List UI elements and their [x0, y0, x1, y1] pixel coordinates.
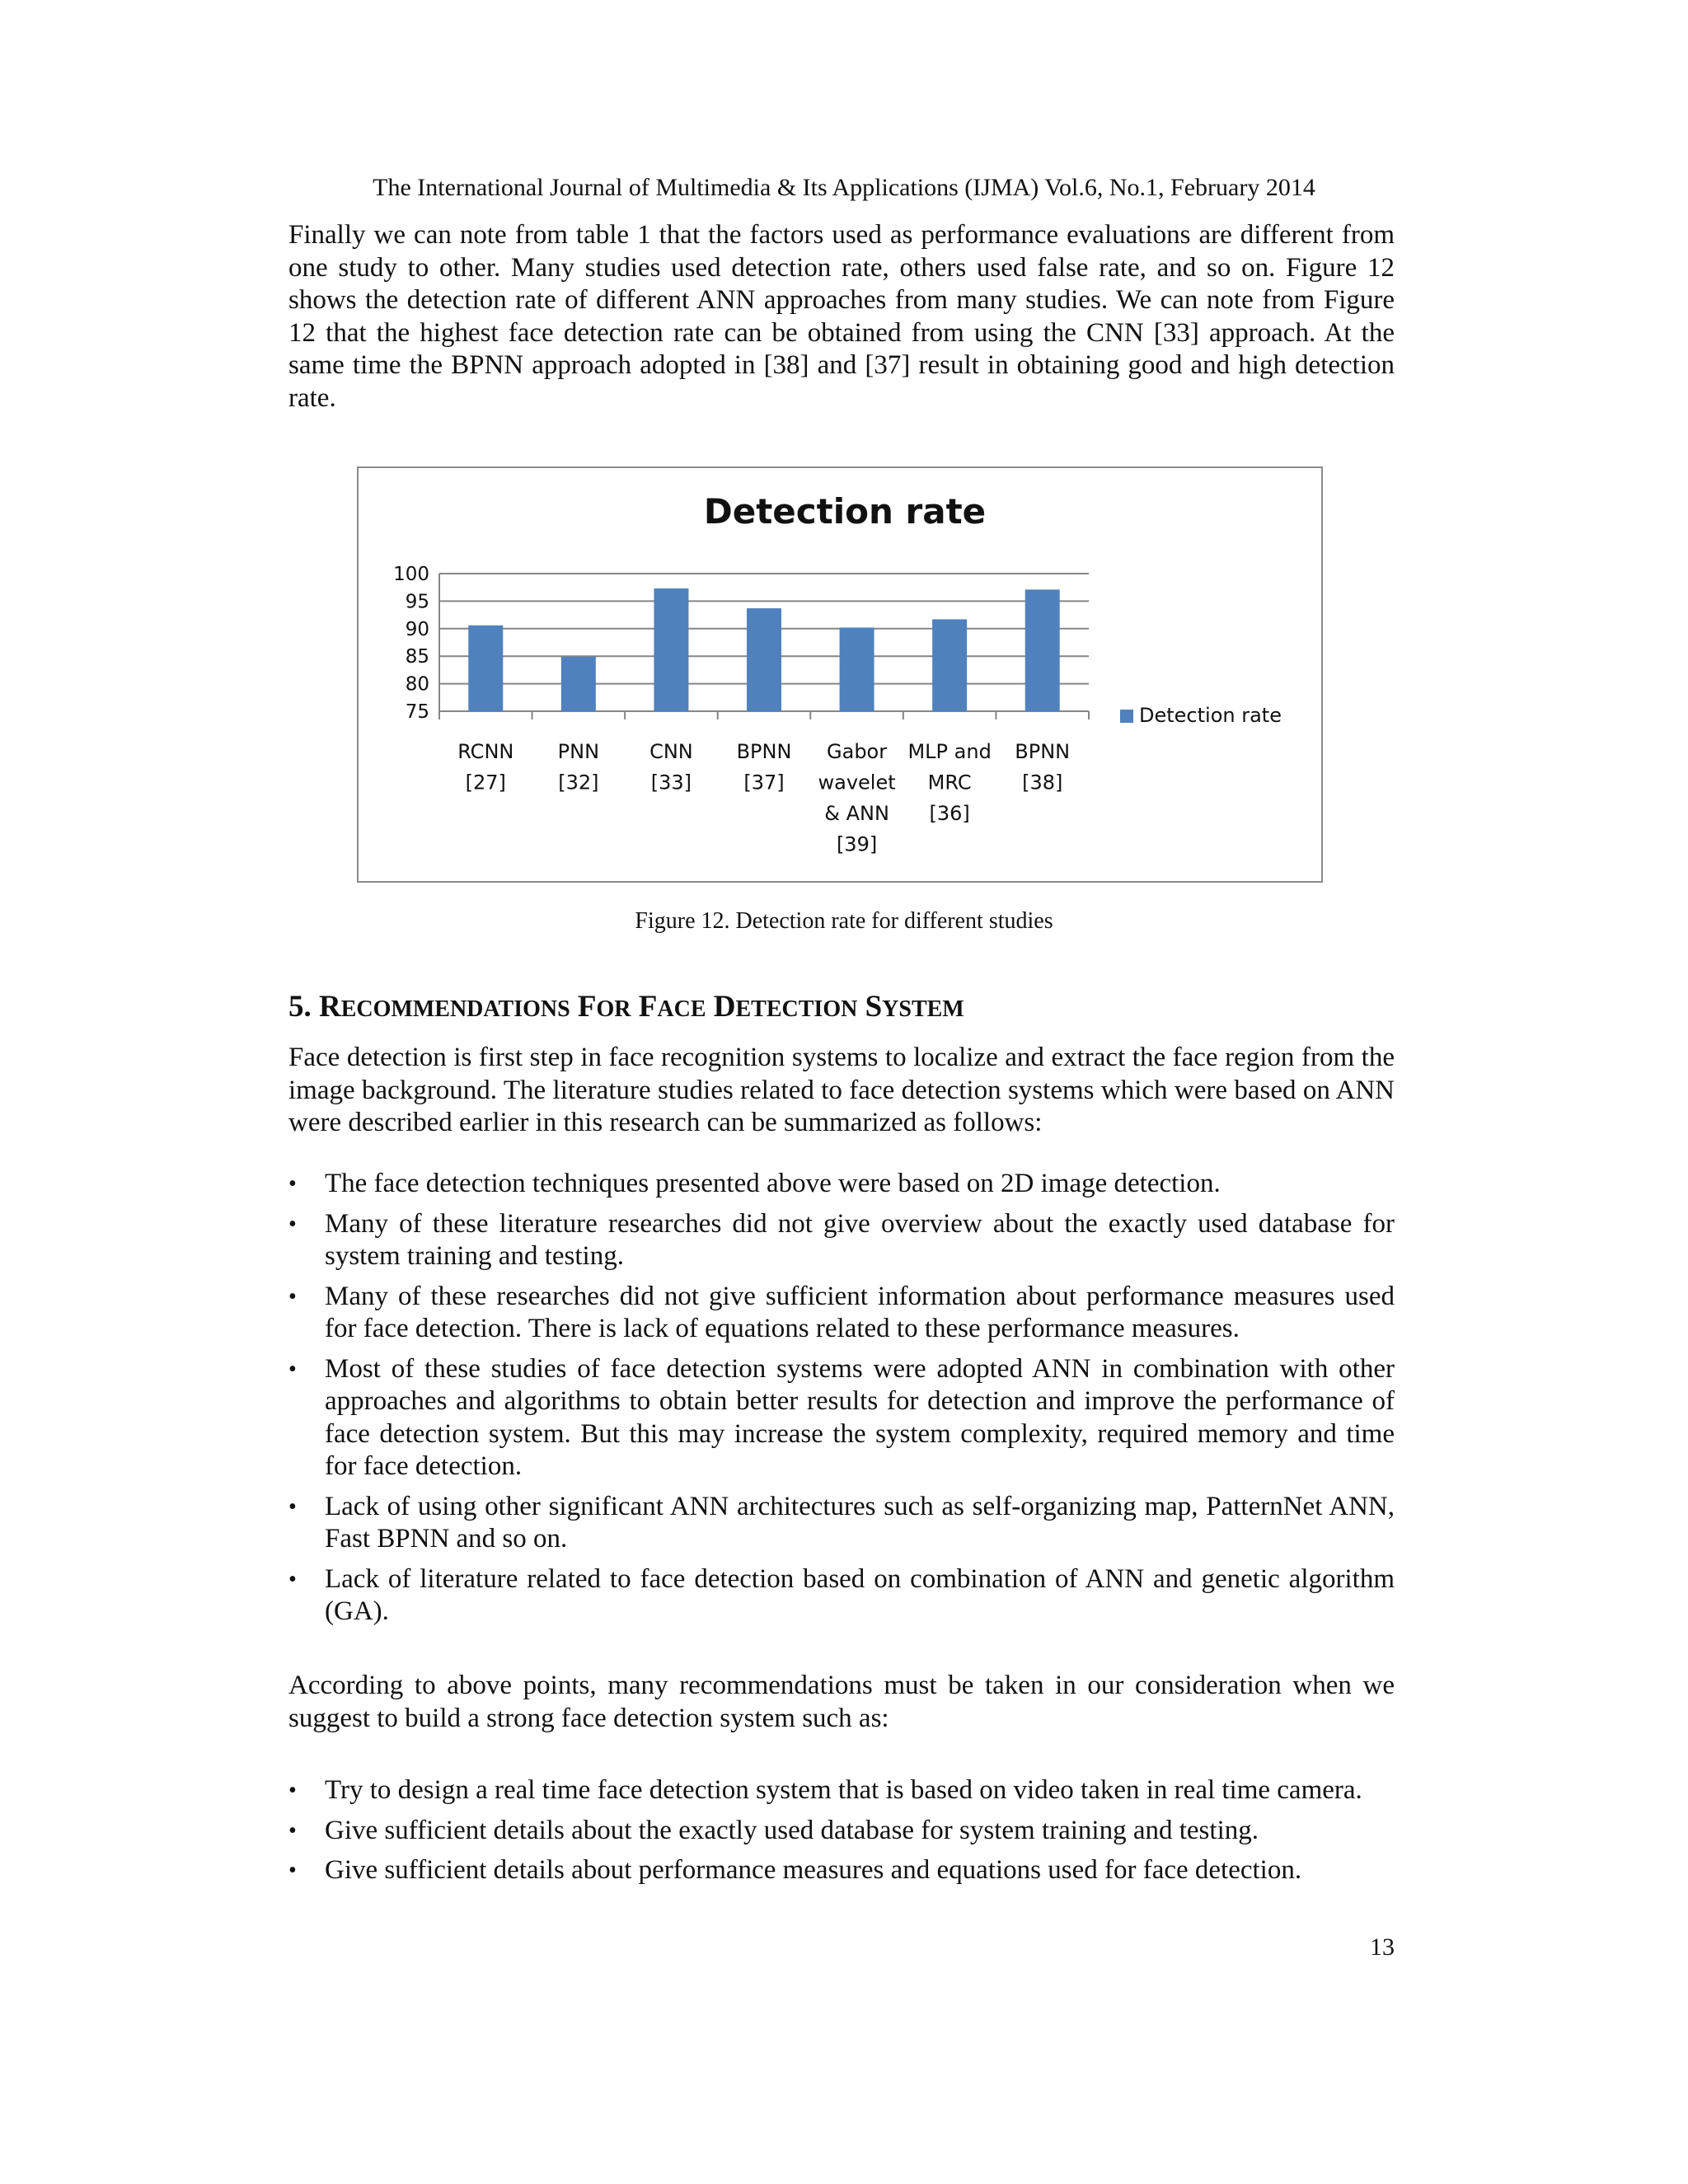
figure-caption: Figure 12. Detection rate for different studies [635, 908, 1053, 934]
finding-item [288, 1208, 1395, 1273]
x-category-label: RCNN [457, 740, 514, 763]
heading-word: FOR [577, 990, 631, 1024]
recommendation-item [288, 1815, 1395, 1848]
finding-item [288, 1563, 1395, 1629]
page-number: 13 [1370, 1933, 1395, 1961]
bullet-icon: • [288, 1171, 297, 1197]
x-category-label: [39] [836, 832, 878, 856]
finding-item [288, 1353, 1395, 1483]
section-number: 5. [288, 990, 319, 1024]
journal-header: The International Journal of Multimedia & Its Applications (IJMA) Vol.6, No.1, February 2014 [373, 174, 1315, 201]
x-category-label: & ANN [824, 802, 889, 825]
heading-word: FACE [638, 990, 706, 1024]
list-item-text: Lack of literature related to face detection based on combination of ANN and genetic algorithm (GA). [325, 1563, 1395, 1626]
list-item-text: Many of these literature researches did not give overview about the exactly used database for system training and testing. [325, 1208, 1395, 1271]
legend-swatch [1120, 710, 1133, 723]
bullet-icon: • [288, 1858, 297, 1883]
detection-rate-chart [357, 466, 1323, 883]
bullet-icon: • [288, 1778, 297, 1803]
bar [654, 588, 688, 711]
x-category-label: MLP and [907, 740, 992, 763]
x-category-label: [33] [650, 771, 692, 794]
finding-item [288, 1491, 1395, 1556]
intro-paragraph: Finally we can note from table 1 that the factors used as performance evaluations are different from one study to other. Many studies used detection rate, others used false rate, and so on. Figure 12 shows the detection rate of different ANN approaches from many studies. We can note from Figure 12 that the highest face detection rate can be obtained from using the CNN [33] approach. At the same time the BPNN approach adopted in [38] and [37] result in obtaining good and high detection rate. [288, 220, 1395, 413]
x-category-label: CNN [649, 740, 693, 763]
findings-list [288, 1168, 1395, 1636]
x-category-label: BPNN [736, 740, 792, 763]
recommendations-list [288, 1774, 1395, 1895]
recommendations-intro: According to above points, many recommendations must be taken in our consideration when we suggest to build a strong face detection system such as: [288, 1671, 1395, 1733]
y-tick-label: 80 [405, 673, 429, 696]
y-tick-label: 90 [405, 618, 429, 640]
finding-item [288, 1168, 1395, 1201]
y-tick-label: 85 [405, 646, 429, 668]
heading-word: SYSTEM [865, 990, 964, 1024]
heading-word: RECOMMENDATIONS [319, 990, 570, 1024]
chart-title: Detection rate [703, 491, 987, 532]
section-heading [288, 989, 1395, 1028]
bar [468, 626, 503, 711]
recommendation-item [288, 1774, 1395, 1807]
y-tick-label: 75 [405, 701, 429, 723]
bullet-icon: • [288, 1493, 297, 1520]
heading-word: DETECTION [713, 990, 858, 1024]
section-paragraph: Face detection is first step in face recognition systems to localize and extract the face region from the image background. The literature studies related to face detection systems which were based on ANN were described earlier in this research can be summarized as follows: [288, 1043, 1395, 1137]
list-item-text: Most of these studies of face detection systems were adopted ANN in combination with other approaches and algorithms to obtain better results for detection and improve the performance of face detection system. But this may increase the system complexity, required memory and time for face detection. [325, 1353, 1395, 1481]
bar [747, 608, 781, 711]
x-category-label: wavelet [818, 771, 896, 794]
chart-canvas [359, 468, 1321, 881]
bar [840, 627, 874, 711]
x-category-label: PNN [557, 740, 600, 763]
x-category-label: [27] [465, 771, 506, 794]
list-item-text: The face detection techniques presented above were based on 2D image detection. [325, 1169, 1221, 1198]
x-category-label: MRC [927, 771, 972, 794]
legend-label: Detection rate [1139, 704, 1282, 727]
x-category-label: [37] [743, 771, 785, 794]
y-tick-label: 100 [393, 564, 429, 585]
finding-item [288, 1281, 1395, 1346]
bar [932, 619, 967, 711]
list-item-text: Give sufficient details about performance measures and equations used for face detection. [325, 1855, 1302, 1885]
y-tick-label: 95 [405, 591, 429, 613]
x-category-label: BPNN [1015, 740, 1071, 763]
list-item-text: Give sufficient details about the exactly used database for system training and testing. [325, 1815, 1259, 1845]
bar [1025, 589, 1060, 711]
bar [561, 657, 596, 711]
x-category-label: [32] [558, 771, 599, 794]
list-item-text: Many of these researches did not give sufficient information about performance measures used for face detection. There is lack of equations related to these performance measures. [325, 1281, 1395, 1343]
x-category-label: [38] [1022, 771, 1063, 794]
x-category-label: Gabor [827, 740, 888, 763]
bullet-icon: • [288, 1356, 297, 1382]
list-item-text: Try to design a real time face detection system that is based on video taken in real time camera. [325, 1775, 1362, 1805]
x-category-label: [36] [929, 802, 970, 825]
list-item-text: Lack of using other significant ANN architectures such as self-organizing map, PatternNet ANN, Fast BPNN and so on. [325, 1491, 1395, 1554]
bullet-icon: • [288, 1211, 297, 1237]
bullet-icon: • [288, 1566, 297, 1592]
recommendation-item [288, 1854, 1395, 1887]
bullet-icon: • [288, 1817, 297, 1844]
bullet-icon: • [288, 1283, 297, 1310]
